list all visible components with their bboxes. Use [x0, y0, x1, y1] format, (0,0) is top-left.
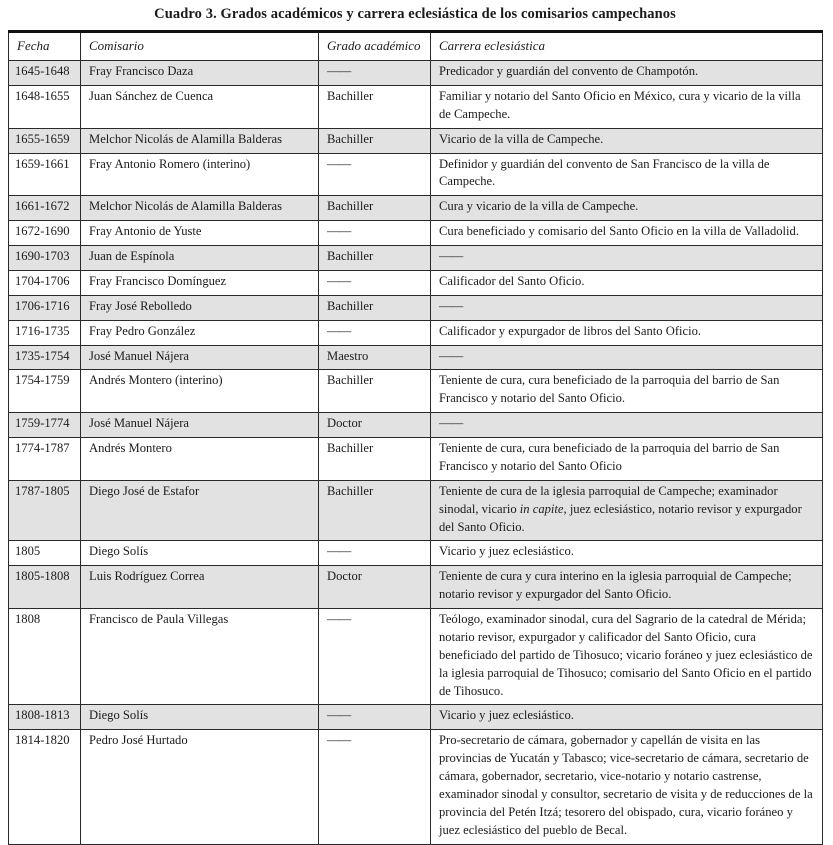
cell-fecha: 1655-1659 [9, 128, 81, 153]
cell-grado [319, 705, 431, 730]
cell-grado: Bachiller [319, 196, 431, 221]
cell-comisario: Juan Sánchez de Cuenca [81, 85, 319, 128]
cell-carrera [431, 413, 823, 438]
cell-grado [319, 730, 431, 844]
cell-grado [319, 609, 431, 705]
table-body [9, 61, 823, 845]
cell-fecha: 1805 [9, 541, 81, 566]
table-row [9, 705, 823, 730]
cell-grado [319, 61, 431, 86]
cell-fecha: 1808 [9, 609, 81, 705]
table-row [9, 61, 823, 86]
cell-comisario: Diego Solís [81, 541, 319, 566]
cell-grado: Doctor [319, 413, 431, 438]
cell-fecha: 1672-1690 [9, 221, 81, 246]
cell-fecha: 1754-1759 [9, 370, 81, 413]
cell-carrera: Calificador del Santo Oficio. [431, 270, 823, 295]
table-row [9, 85, 823, 128]
cell-comisario: Fray José Rebolledo [81, 295, 319, 320]
em-dash: —— [439, 416, 463, 431]
em-dash: —— [327, 224, 351, 239]
cell-carrera: Pro-secretario de cámara, gobernador y capellán de visita en las provincias de Yucatán y Tabasco; vice-secretario de cámara, secretario de cámara, gobernador, secretario, vice-notario y notario castrense, examinador sinodal y consultor, secretario de visita y de reducciones de la provincia del Petén Itzá; tesorero del obispado, cura, vicario foráneo y juez eclesiástico del pueblo de Becal. [431, 730, 823, 844]
cell-grado: Bachiller [319, 128, 431, 153]
table-row [9, 438, 823, 481]
em-dash: —— [327, 323, 351, 338]
cell-fecha: 1645-1648 [9, 61, 81, 86]
cell-fecha: 1706-1716 [9, 295, 81, 320]
cell-comisario: Andrés Montero (interino) [81, 370, 319, 413]
cell-comisario: Fray Francisco Domínguez [81, 270, 319, 295]
cell-comisario: Fray Antonio de Yuste [81, 221, 319, 246]
cell-carrera: Teniente de cura de la iglesia parroquial de Campeche; examinador sinodal, vicario in capite, juez eclesiástico, notario revisor y expurgador del Santo Oficio. [431, 480, 823, 541]
table-row [9, 196, 823, 221]
cell-carrera: Vicario y juez eclesiástico. [431, 541, 823, 566]
cell-comisario: Diego José de Estafor [81, 480, 319, 541]
em-dash: —— [327, 64, 351, 78]
table-row [9, 566, 823, 609]
cell-fecha: 1735-1754 [9, 345, 81, 370]
cell-comisario: Luis Rodríguez Correa [81, 566, 319, 609]
cell-carrera: Definidor y guardián del convento de San Francisco de la villa de Campeche. [431, 153, 823, 196]
cell-carrera: Teólogo, examinador sinodal, cura del Sagrario de la catedral de Mérida; notario revisor, expurgador y calificador del Santo Oficio, cura beneficiado del partido de Tihosuco; vicario foráneo y juez eclesiástico de la iglesia parroquial de Tihosuco; comisario del Santo Oficio en el partido de Tihosuco. [431, 609, 823, 705]
cell-comisario: Andrés Montero [81, 438, 319, 481]
cell-fecha: 1704-1706 [9, 270, 81, 295]
cell-fecha: 1808-1813 [9, 705, 81, 730]
cell-carrera: Vicario de la villa de Campeche. [431, 128, 823, 153]
cell-fecha: 1690-1703 [9, 246, 81, 271]
cell-comisario: Fray Francisco Daza [81, 61, 319, 86]
cell-comisario: Diego Solís [81, 705, 319, 730]
cell-carrera: Calificador y expurgador de libros del Santo Oficio. [431, 320, 823, 345]
cell-carrera [431, 246, 823, 271]
table-row [9, 320, 823, 345]
em-dash: —— [439, 249, 463, 263]
cell-comisario: Melchor Nicolás de Alamilla Balderas [81, 128, 319, 153]
cell-grado: Maestro [319, 345, 431, 370]
cell-fecha: 1814-1820 [9, 730, 81, 844]
cell-fecha: 1716-1735 [9, 320, 81, 345]
cell-grado [319, 541, 431, 566]
cell-comisario: Pedro José Hurtado [81, 730, 319, 844]
table-row [9, 246, 823, 271]
cell-grado [319, 320, 431, 345]
cell-comisario: Juan de Espínola [81, 246, 319, 271]
cell-comisario: José Manuel Nájera [81, 345, 319, 370]
cell-carrera: Teniente de cura y cura interino en la iglesia parroquial de Campeche; notario revisor y expurgador del Santo Oficio. [431, 566, 823, 609]
em-dash: —— [327, 733, 351, 748]
table-row [9, 730, 823, 844]
em-dash: —— [327, 156, 351, 171]
cell-fecha: 1661-1672 [9, 196, 81, 221]
cell-carrera: Familiar y notario del Santo Oficio en México, cura y vicario de la villa de Campeche. [431, 85, 823, 128]
cell-grado: Bachiller [319, 480, 431, 541]
table-row [9, 609, 823, 705]
cell-carrera: Teniente de cura, cura beneficiado de la parroquia del barrio de San Francisco y notario del Santo Oficio. [431, 370, 823, 413]
cell-grado [319, 270, 431, 295]
cell-grado: Bachiller [319, 246, 431, 271]
table-row [9, 153, 823, 196]
table-row [9, 345, 823, 370]
cell-grado [319, 153, 431, 196]
cell-carrera [431, 295, 823, 320]
cell-fecha: 1648-1655 [9, 85, 81, 128]
cell-comisario: Fray Pedro González [81, 320, 319, 345]
table-row [9, 480, 823, 541]
commissioners-table [8, 30, 823, 845]
cell-grado: Doctor [319, 566, 431, 609]
table-header [9, 32, 823, 61]
table-row [9, 295, 823, 320]
cell-carrera: Teniente de cura, cura beneficiado de la parroquia del barrio de San Francisco y notario del Santo Oficio [431, 438, 823, 481]
cell-grado: Bachiller [319, 438, 431, 481]
cell-grado: Bachiller [319, 370, 431, 413]
cell-carrera: Cura y vicario de la villa de Campeche. [431, 196, 823, 221]
column-header-fecha: Fecha [9, 32, 81, 61]
em-dash: —— [439, 348, 463, 363]
column-header-comisario: Comisario [81, 32, 319, 61]
cell-comisario: José Manuel Nájera [81, 413, 319, 438]
em-dash: —— [327, 273, 351, 288]
column-header-grado-academico: Grado académico [319, 32, 431, 61]
cell-fecha: 1787-1805 [9, 480, 81, 541]
table-row [9, 270, 823, 295]
em-dash: —— [439, 298, 463, 313]
cell-comisario: Melchor Nicolás de Alamilla Balderas [81, 196, 319, 221]
header-row [9, 32, 823, 61]
cell-fecha: 1805-1808 [9, 566, 81, 609]
cell-carrera: Cura beneficiado y comisario del Santo Oficio en la villa de Valladolid. [431, 221, 823, 246]
table-title: Cuadro 3. Grados académicos y carrera eclesiástica de los comisarios campechanos [154, 6, 676, 22]
table-row [9, 370, 823, 413]
cell-fecha: 1759-1774 [9, 413, 81, 438]
column-header-carrera-eclesiastica: Carrera eclesiástica [431, 32, 823, 61]
table-row [9, 128, 823, 153]
table-row [9, 541, 823, 566]
cell-grado: Bachiller [319, 295, 431, 320]
cell-carrera: Predicador y guardián del convento de Champotón. [431, 61, 823, 86]
table-row [9, 221, 823, 246]
cell-grado: Bachiller [319, 85, 431, 128]
em-dash: —— [327, 612, 351, 626]
em-dash: —— [327, 708, 351, 723]
cell-comisario: Fray Antonio Romero (interino) [81, 153, 319, 196]
cell-fecha: 1774-1787 [9, 438, 81, 481]
cell-carrera [431, 345, 823, 370]
em-dash: —— [327, 544, 351, 559]
table-row [9, 413, 823, 438]
cell-grado [319, 221, 431, 246]
cell-comisario: Francisco de Paula Villegas [81, 609, 319, 705]
cell-fecha: 1659-1661 [9, 153, 81, 196]
cell-carrera: Vicario y juez eclesiástico. [431, 705, 823, 730]
